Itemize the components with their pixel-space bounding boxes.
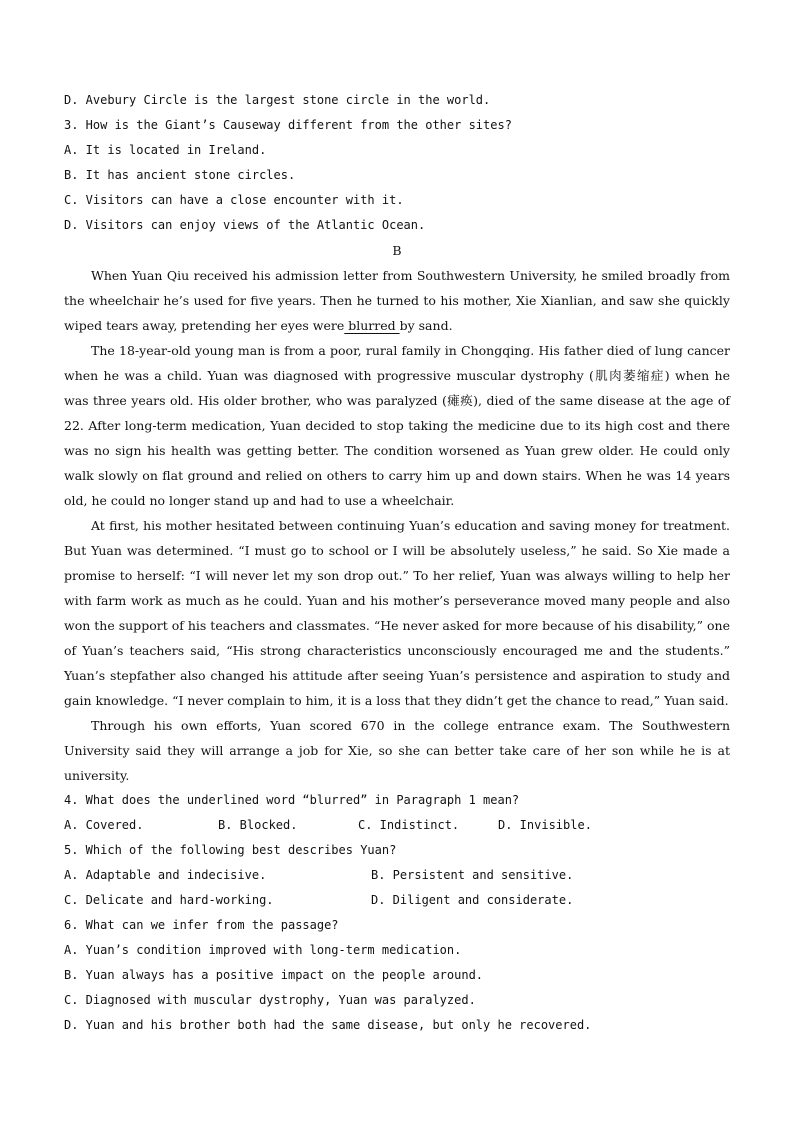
q3-option-d: D. Visitors can enjoy views of the Atlantic Ocean. bbox=[64, 218, 426, 232]
passage-paragraph-2: The 18-year-old young man is from a poor, rural family in Chongqing. His father died of lung cancer when he was a child. Yuan was diagnosed with progressive muscular dystrophy (肌肉萎缩症) when he was three years old. His older brother, who was paralyzed (瘫痪), died of the same disease at the age of 22. After long-term medication, Yuan decided to stop taking the medicine due to its high cost and there was no sign his health was getting better. The condition worsened as Yuan grew older. He could only walk slowly on flat ground and relied on others to carry him up and down stairs. When he was 14 years old, he could no longer stand up and had to use a wheelchair. bbox=[64, 343, 730, 508]
q5-option-c: C. Delicate and hard-working. bbox=[64, 893, 274, 907]
q5-options-row-2 bbox=[64, 888, 730, 913]
q4-option-a: A. Covered. bbox=[64, 818, 144, 832]
q6-stem: 6. What can we infer from the passage? bbox=[64, 918, 339, 932]
q4-option-b: B. Blocked. bbox=[218, 818, 298, 832]
q6-option-c: C. Diagnosed with muscular dystrophy, Yuan was paralyzed. bbox=[64, 993, 476, 1007]
passage-paragraph-4: Through his own efforts, Yuan scored 670 in the college entrance exam. The Southwestern University said they will arrange a job for Xie, so she can better take care of her son while he is at university. bbox=[64, 718, 730, 783]
q5-option-b: B. Persistent and sensitive. bbox=[371, 868, 574, 882]
q4-option-c: C. Indistinct. bbox=[358, 818, 460, 832]
q5-options-row-1 bbox=[64, 863, 730, 888]
passage-paragraph-1 bbox=[64, 263, 730, 338]
q3-option-c: C. Visitors can have a close encounter with it. bbox=[64, 193, 404, 207]
section-title: B bbox=[392, 243, 402, 258]
q4-options bbox=[64, 813, 730, 838]
q6-option-a: A. Yuan’s condition improved with long-term medication. bbox=[64, 943, 462, 957]
q3-stem: 3. How is the Giant’s Causeway different from the other sites? bbox=[64, 118, 512, 132]
q6-option-b: B. Yuan always has a positive impact on the people around. bbox=[64, 968, 484, 982]
q4-stem: 4. What does the underlined word “blurred” in Paragraph 1 mean? bbox=[64, 793, 520, 807]
q2-option-d: D. Avebury Circle is the largest stone circle in the world. bbox=[64, 93, 491, 107]
q3-option-b: B. It has ancient stone circles. bbox=[64, 168, 296, 182]
underlined-word-blurred: blurred bbox=[344, 318, 400, 333]
q3-option-a: A. It is located in Ireland. bbox=[64, 143, 267, 157]
q4-option-d: D. Invisible. bbox=[498, 818, 592, 832]
q5-option-d: D. Diligent and considerate. bbox=[371, 893, 574, 907]
q5-stem: 5. Which of the following best describes Yuan? bbox=[64, 843, 397, 857]
q6-option-d: D. Yuan and his brother both had the same disease, but only he recovered. bbox=[64, 1018, 592, 1032]
p1-text-after: by sand. bbox=[399, 318, 453, 333]
q5-option-a: A. Adaptable and indecisive. bbox=[64, 868, 267, 882]
p1-text-before: When Yuan Qiu received his admission letter from Southwestern University, he smiled broadly from the wheelchair he’s used for five years. Then he turned to his mother, Xie Xianlian, and saw she quickly wiped tears away, pretending her eyes were bbox=[64, 268, 730, 333]
exam-page bbox=[64, 88, 730, 1038]
passage-paragraph-3: At first, his mother hesitated between continuing Yuan’s education and saving money for treatment. But Yuan was determined. “I must go to school or I will be absolutely useless,” he said. So Xie made a promise to herself: “I will never let my son drop out.” To her relief, Yuan was always willing to help her with farm work as much as he could. Yuan and his mother’s perseverance moved many people and also won the support of his teachers and classmates. “He never asked for more because of his disability,” one of Yuan’s teachers said, “His strong characteristics unconsciously encouraged me and the students.” Yuan’s stepfather also changed his attitude after seeing Yuan’s persistence and aspiration to study and gain knowledge. “I never complain to him, it is a loss that they didn’t get the chance to read,” Yuan said. bbox=[64, 518, 730, 708]
